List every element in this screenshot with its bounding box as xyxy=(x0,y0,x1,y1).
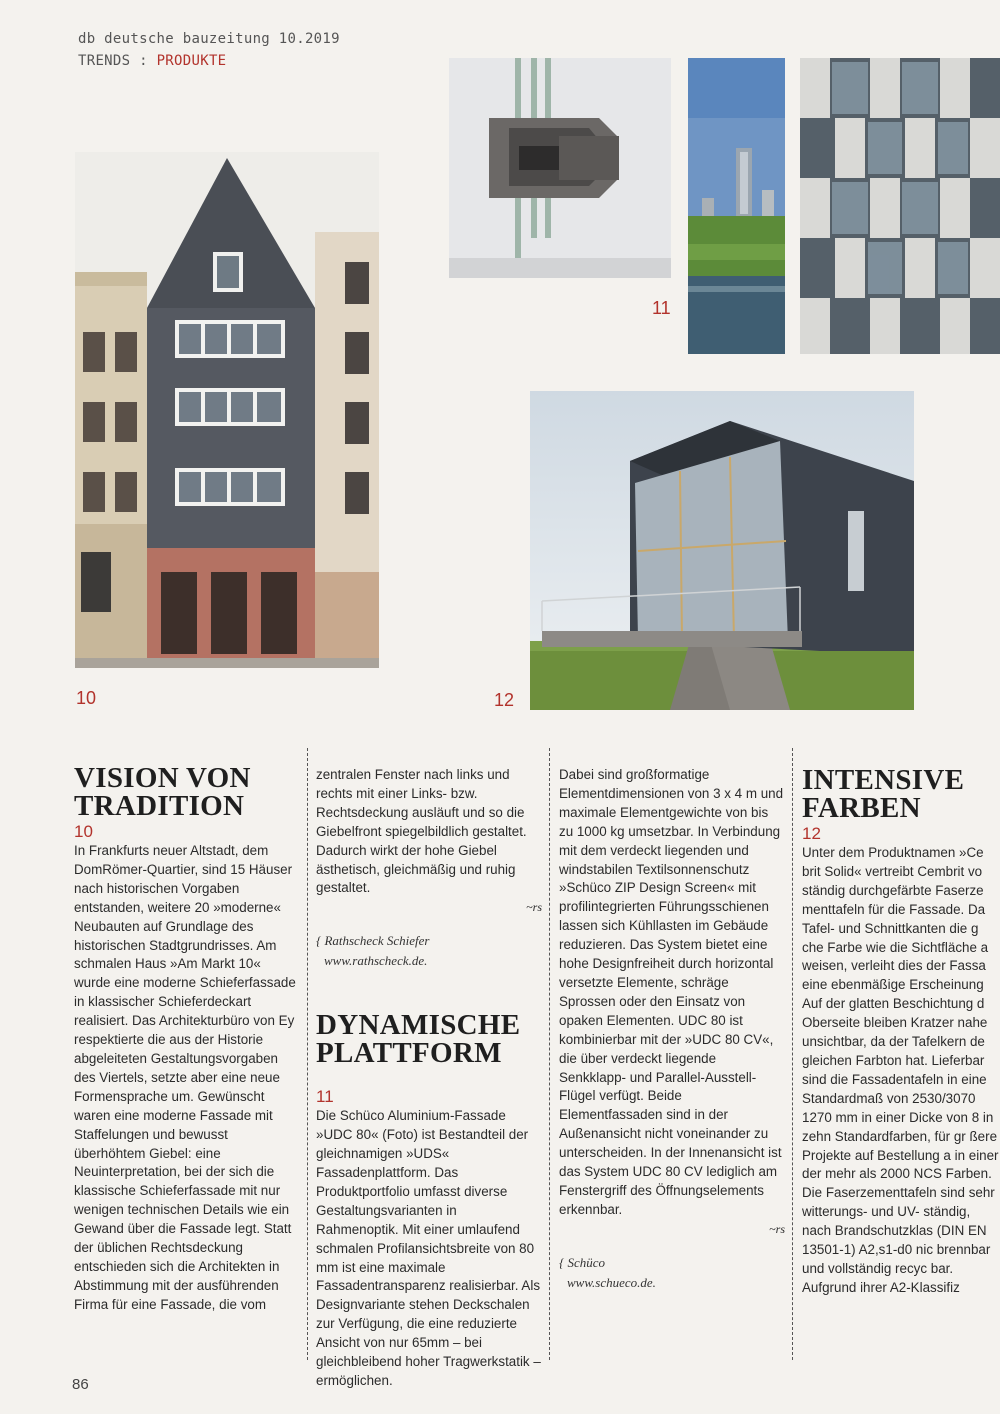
subsection-label: PRODUKTE xyxy=(156,53,227,69)
caption-number-10: 10 xyxy=(76,688,97,708)
photo-facade-panels xyxy=(800,58,1000,354)
facade-panels-illustration xyxy=(800,58,1000,354)
article-title: INTENSIVE FARBEN xyxy=(802,766,965,824)
section-label: TRENDS xyxy=(78,53,131,69)
article-vision-von-tradition xyxy=(74,764,300,1315)
caption-number-12: 12 xyxy=(494,690,515,710)
article-body: Unter dem Produktnamen »Ce brit Solid« vertreibt Cembrit vo ständig durchgefärbte Faserze menttafeln für die Fassade. Da Tafel- und Schnittkanten die g che Farbe wie die Sichtfläche a weisen, verleiht dies der Fassa eine ebenmäßige Erscheinung Auf der glatten Beschichtung d Oberseite bleiben Kratzer nahe unsichtbar, da der Tafelkern de gleichen Farbton hat. Lieferbar sind die Fassadentafeln in eine Standardmaß von 2530/3070 1270 mm in einer Dicke von 8 in zehn Standardfarben, für gr ßere Projekte auf Bestellung a in einer der mehr als 2000 NCS Farben. Die Faserzementtafeln sind sehr witterungs- und UV- ständig, nach Brandschutzklas (DIN EN 13501-1) A2,s1-d0 nic brennbar und vollständig recyc bar. Aufgrund ihrer A2-Klassifiz xyxy=(802,845,999,1295)
photo-city-tower xyxy=(688,58,785,354)
article-dynamische-plattform-cont xyxy=(559,766,785,1293)
article-body: Die Schüco Aluminium-Fassade »UDC 80« (Foto) ist Bestandteil der gleichnamigen »UDS« Fassadenplattform. Das Produktportfolio umfasst diverse Gestaltungsvarianten in Rahmenoptik. Mit einer umlaufend schmalen Profilansichtsbreite von 80 mm ist eine maximale Fassadentransparenz realisierbar. Als Designvariante stehen Deckschalen zur Verfügung, die eine reduzierte Ansicht von nur 65mm – bei gleichbleibend hoher Tragwerkstatik – ermöglichen. xyxy=(316,1108,541,1388)
article-body-continued: zentralen Fenster nach links und rechts mit einer Links- bzw. Rechtsdeckung ausläuft und so die Giebelfront spiegelbildlich gestaltet. Dadurch wirkt der hohe Giebel ästhetisch, gleichmäßig und ruhig gestaltet. xyxy=(316,767,527,896)
photo-facade-profile xyxy=(449,58,671,278)
source-company: { Schüco xyxy=(559,1254,605,1270)
author-signature: ~rs xyxy=(526,900,542,915)
article-body-continued: Dabei sind großformatige Elementdimensionen von 3 x 4 m und maximale Elementgewichte von bis zu 1000 kg umsetzbar. In Verbindung mit dem verdeckt liegenden und windstabilen Textilsonnenschutz »Schüco ZIP Design Screen« mit profilintegrierten Führungsschienen lassen sich Kühllasten im Gebäude reduzieren. Das System bietet eine hohe Designfreiheit durch horizontal versetzte Elemente, schräge Sprossen oder den Einsatz von opaken Elementen. UDC 80 ist kombinierbar mit der »UDC 80 CV«, die über verdeckt liegende Senkklapp- und Parallel-Ausstell-Flügel verfügt. Beide Elementfassaden sind in der Außenansicht nicht voneinander zu unterscheiden. In der Innenansicht ist das System UDC 80 CV lediglich am Fenstergriff des Öffnungselements erkennbar. xyxy=(559,767,784,1217)
magazine-line: db deutsche bauzeitung 10.2019 xyxy=(78,31,340,47)
page-header xyxy=(78,28,340,72)
article-number: 10 xyxy=(74,822,93,841)
photo-pavilion xyxy=(530,391,914,710)
article-dynamische-plattform xyxy=(316,766,542,1391)
article-intensive-farben xyxy=(802,766,1000,1298)
source-link[interactable]: www.schueco.de. xyxy=(567,1274,656,1290)
article-body: In Frankfurts neuer Altstadt, dem DomRömer-Quartier, sind 15 Häuser nach historischen Vorgaben entstanden, weitere 20 »moderne« Neubauten auf Grundlage des historischen Stadtgrundrisses. Am schmalen Haus »Am Markt 10« wurde eine moderne Schieferfassade in klassischer Schieferdeckart realisiert. Das Architekturbüro von Ey respektierte die aus der Historie abgeleiteten Gestaltungsvorgaben des Viertels, setzte aber eine neue Formensprache um. Gewünscht waren eine moderne Fassade mit Staffelungen und bewusst überhöhtem Giebel: eine Neuinterpretation, bei der sich die klassische Schieferfassade mit nur wenigen technischen Details wie ein Gewand über die Fassade legt. Statt der üblichen Rechtsdeckung entschieden sich die Architekten in Abstimmung mit der ausführenden Firma für eine Fassade, die vom xyxy=(74,843,296,1312)
section-line xyxy=(78,50,340,72)
author-signature: ~rs xyxy=(769,1221,785,1236)
source-link[interactable]: www.rathscheck.de. xyxy=(324,953,428,969)
city-tower-illustration xyxy=(688,58,785,354)
article-title: DYNAMISCHE PLATTFORM xyxy=(316,1009,521,1070)
profile-illustration xyxy=(449,58,671,278)
pavilion-illustration xyxy=(530,391,914,710)
article-title: VISION VON TRADITION xyxy=(74,762,251,822)
page-number: 86 xyxy=(72,1376,89,1393)
caption-number-11: 11 xyxy=(652,298,671,318)
slate-house-illustration xyxy=(75,152,379,668)
photo-slate-house xyxy=(75,152,379,668)
section-separator: : xyxy=(139,53,148,69)
article-number: 11 xyxy=(316,1087,334,1107)
article-number: 12 xyxy=(802,824,821,843)
source-company: { Rathscheck Schiefer xyxy=(316,933,430,949)
